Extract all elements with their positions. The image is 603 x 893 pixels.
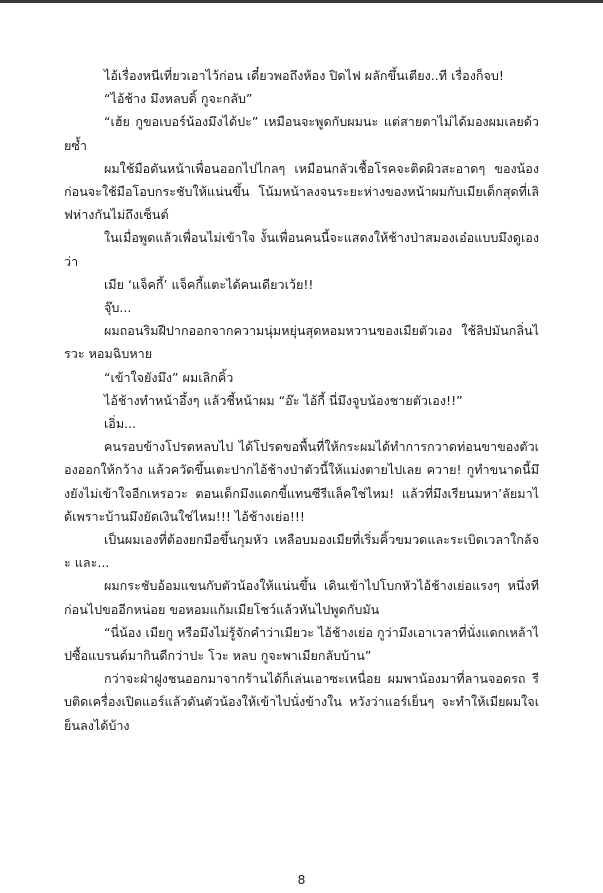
paragraph: ไอ้เรื่องหนีเที่ยวเอาไว้ก่อน เดี๋ยวพอถึงห้อง ปิดไฟ ผลักขึ้นเตียง..ที เรื่องก็จบ! xyxy=(104,68,504,83)
paragraph: ในเมื่อพูดแล้วเพื่อนไม่เข้าใจ งั้นเพื่อนคนนี้จะแสดงให้ช้างป่าสมองเอ๋อแบบมึงดูเองว่า xyxy=(64,230,539,269)
paragraph: “เข้าใจยังมึง” ผมเลิกคิ้ว xyxy=(104,369,234,385)
paragraph: ผมกระชับอ้อมแขนกับตัวน้องให้แน่นขึ้น เดินเข้าไปโบกหัวไอ้ช้างเย่อแรงๆ หนึ่งที ก่อนไปขออีกหน่อย ขอหอมแก้มเมียโชว์แล้วหันไปพูดกับมัน xyxy=(64,578,539,617)
paragraph: เมีย ‘แจ็คกี้’ แจ็คกี้แตะได้คนเดียวเว้ย!! xyxy=(104,276,314,292)
page-body xyxy=(64,64,539,737)
paragraph: ผมถอนริมฝีปากออกจากความนุ่มหยุ่นสุดหอมหวานของเมียตัวเอง ใช้ลิปมันกลิ่นไรวะ หอมฉิบหาย xyxy=(64,323,539,362)
paragraph: คนรอบข้างโปรดหลบไป ได้โปรดขอพื้นที่ให้กระผมได้ทำการกวาดท่อนขาของตัวเองออกให้กว้าง แล้วควัดขึ้นเตะปากไอ้ช้างป่าตัวนี้ให้แม่งตายไปเลย ควาย! กูทำขนาดนี้มึงยังไม่เข้าใจอีกเหรอวะ ตอนเด็กมึงแดกขี้แทนซีรีแล็คใช่ไหม! แล้วที่มึงเรียนมหา’ลัยมาได้เพราะบ้านมึงยัดเงินใช่ไหม!!! ไอ้ช้างเย่อ!!! xyxy=(64,439,539,524)
paragraph: “เฮ้ย กูขอเบอร์น้องมึงได้ปะ” เหมือนจะพูดกับผมนะ แต่สายตาไม่ได้มองผมเลยด้วยซ้ำ xyxy=(64,114,539,153)
paragraph: จุ๊บ... xyxy=(104,300,132,316)
top-border-line xyxy=(0,0,603,3)
paragraph: “นี่น้อง เมียกู หรือมึงไม่รู้จักคำว่าเมียวะ ไอ้ช้างเย่อ กูว่ามึงเอาเวลาที่นั่งแดกเหล้าไปซื้อแบรนด์มากินดีกว่าปะ โวะ หลบ กูจะพาเมียกลับบ้าน” xyxy=(64,624,539,664)
paragraph: เป็นผมเองที่ต้องยกมือขึ้นกุมหัว เหลือบมองเมียที่เริ่มคิ้วขมวดและระเบิดเวลาใกล้จะ และ... xyxy=(64,532,539,571)
paragraph: “ไอ้ช้าง มึงหลบดิ้ กูจะกลับ” xyxy=(104,91,253,107)
paragraph: ไอ้ช้างทำหน้าอึ้งๆ แล้วชี้หน้าผม “อ๊ะ ไอ้กี้ นี่มึงจูบน้องชายตัวเอง!!” xyxy=(104,392,463,408)
paragraph: ผมใช้มือดันหน้าเพื่อนออกไปไกลๆ เหมือนกลัวเชื้อโรคจะติดผิวสะอาดๆ ของน้อง ก่อนจะใช้มือโอบกระชับให้แน่นขึ้น โน้มหน้าลงจนระยะห่างของหน้าผมกับเมียเด็กสุดที่เลิฟห่างกันไม่ถึงเซ็นต์ xyxy=(64,160,539,223)
paragraph: เอิ่ม... xyxy=(104,416,137,432)
page-number: 8 xyxy=(297,872,306,887)
paragraph: กว่าจะฝ่าฝูงชนออกมาจากร้านได้ก็เล่นเอาซะเหนื่อย ผมพาน้องมาที่ลานจอดรถ รีบติดเครื่องเปิดแอร์แล้วดันตัวน้องให้เข้าไปนั่งข้างใน หวังว่าแอร์เย็นๆ จะทำให้เมียผมใจเย็นลงได้บ้าง xyxy=(64,671,539,733)
